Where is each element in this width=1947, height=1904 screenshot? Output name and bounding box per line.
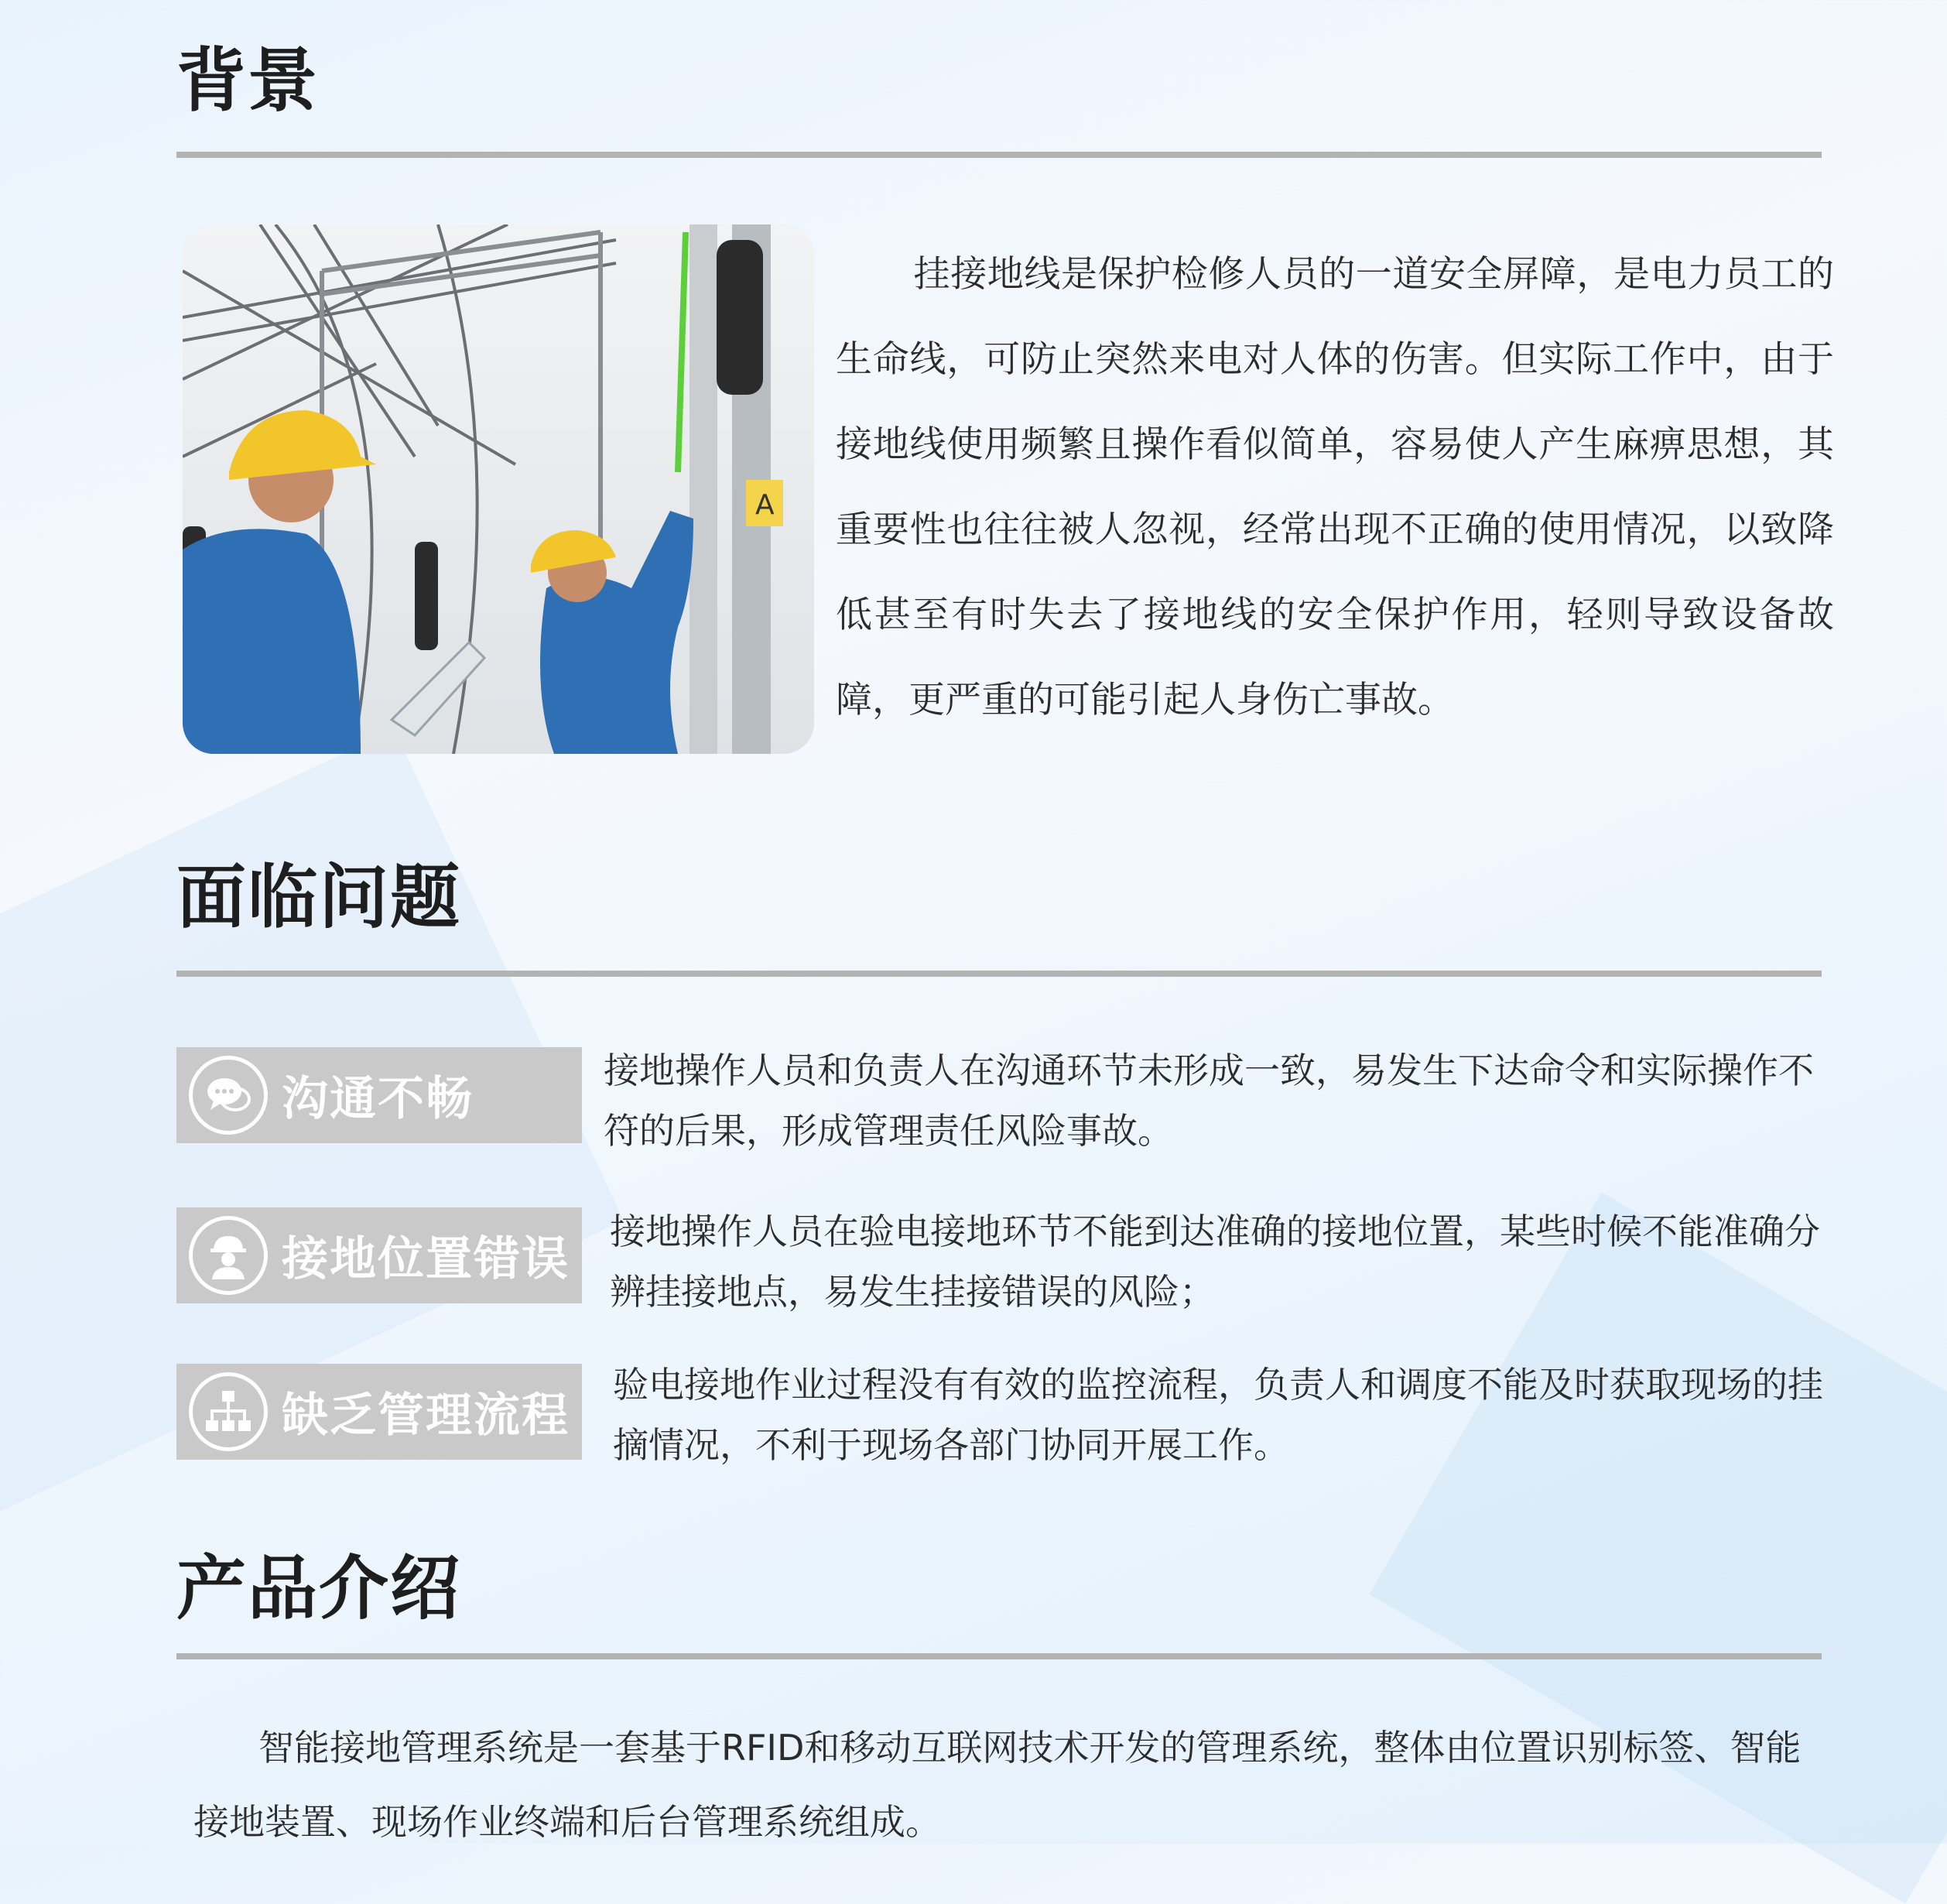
issue-name: 接地位置错误 — [282, 1232, 570, 1286]
section-divider — [176, 971, 1822, 977]
issue-name: 沟通不畅 — [282, 1072, 474, 1126]
issue-label-management-process — [176, 1364, 582, 1460]
issue-description: 验电接地作业过程没有有效的监控流程，负责人和调度不能及时获取现场的挂摘情况，不利于现场各部门协同开展工作。 — [613, 1364, 1823, 1466]
issue-label-grounding-position — [176, 1207, 582, 1303]
photo-label-a: A — [755, 489, 775, 521]
issue-description: 接地操作人员在验电接地环节不能到达准确的接地位置，某些时候不能准确分辨挂接地点，易发生挂接错误的风险； — [610, 1211, 1820, 1313]
issue-label-communication — [176, 1047, 582, 1143]
issue-description: 接地操作人员和负责人在沟通环节未形成一致，易发生下达命令和实际操作不符的后果，形成管理责任风险事故。 — [604, 1050, 1814, 1152]
workers-substation-photo — [183, 224, 814, 754]
product-intro-paragraph: 智能接地管理系统是一套基于RFID和移动互联网技术开发的管理系统，整体由位置识别标签、智能接地装置、现场作业终端和后台管理系统组成。 — [193, 1727, 1802, 1843]
section-title-problems: 面临问题 — [176, 857, 461, 938]
org-chart-icon — [189, 1372, 268, 1451]
section-title-product: 产品介绍 — [176, 1548, 461, 1629]
background-paragraph: 挂接地线是保护检修人员的一道安全屏障，是电力员工的生命线，可防止突然来电对人体的伤害。但实际工作中，由于接地线使用频繁且操作看似简单，容易使人产生麻痹思想，其重要性也往往被人忽视，经常出现不正确的使用情况，以致降低甚至有时失去了接地线的安全保护作用，轻则导致设备故障，更严重的可能引起人身伤亡事故。 — [836, 253, 1834, 721]
section-divider — [176, 1653, 1822, 1659]
chat-bubbles-icon — [189, 1056, 268, 1135]
issue-name: 缺乏管理流程 — [282, 1389, 570, 1443]
worker-helmet-icon — [189, 1216, 268, 1295]
section-title-background: 背景 — [176, 40, 319, 122]
section-divider — [176, 152, 1822, 158]
